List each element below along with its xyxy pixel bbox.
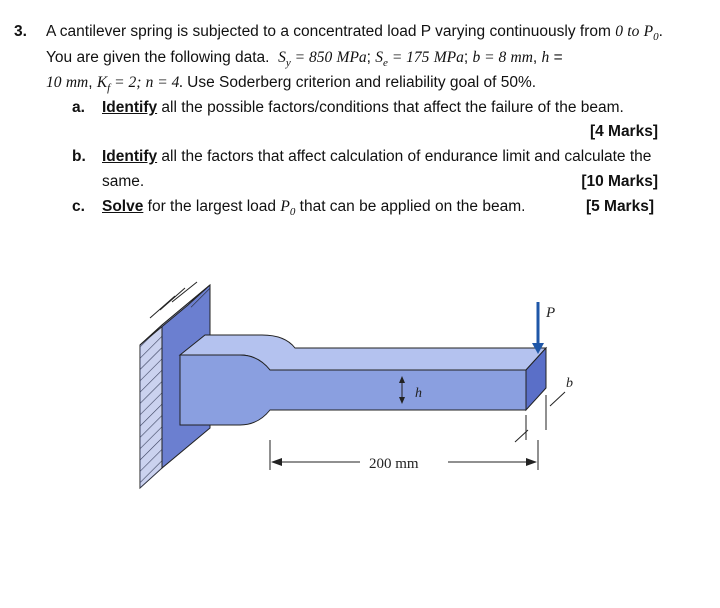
math-p: P (643, 23, 654, 40)
item-b-label: b. (72, 148, 86, 165)
criterion-text: Use Soderberg criterion and reliability goal of 50%. (187, 74, 537, 91)
sy-unit: MPa (336, 49, 367, 66)
h-symbol: h (541, 49, 550, 66)
load-arrow-icon (532, 302, 544, 354)
line-end: . (658, 23, 663, 40)
se-value: = 175 (387, 49, 430, 66)
item-c-marks: [5 Marks] (585, 198, 654, 215)
se-sub: e (383, 57, 388, 70)
load-label: P (546, 305, 556, 321)
b-value: = 8 (480, 49, 507, 66)
h-value: 10 (46, 74, 62, 91)
item-b-keyword: Identify (102, 148, 158, 165)
item-b-text: all the factors that affect calculation of endurance limit and calculate the (157, 148, 652, 165)
item-b-text-continued: same. (102, 173, 145, 190)
height-label: h (415, 386, 422, 401)
n-symbol: n (145, 74, 154, 91)
h-unit: mm (65, 74, 89, 91)
se-symbol: S (375, 49, 384, 66)
kf-sub: f (107, 82, 111, 95)
question-line-3: 10 mm, $K_f = 2$; n = 4. Use Soderberg criterion and reliability goal of 50%. (46, 74, 537, 95)
n-value: = 4. (153, 74, 188, 91)
math-to: to (627, 23, 640, 40)
question-line-2: You are given the following data. $S_y = 850$ MPa; $S_e = 175$ MPa; b = 8 mm, h = (46, 49, 563, 70)
item-a-text: all the possible factors/conditions that affect the failure of the beam. (157, 99, 624, 116)
kf-value: = 2; (110, 74, 142, 91)
item-c-symbol: P (280, 198, 290, 215)
item-a-marks: [4 Marks] (589, 123, 658, 140)
math-p-sub: 0 (653, 31, 659, 44)
item-c-keyword: Solve (102, 198, 144, 215)
item-a-keyword: Identify (102, 99, 158, 116)
item-a-label: a. (72, 99, 85, 116)
se-unit: MPa (433, 49, 464, 66)
sy-sub: y (285, 57, 291, 70)
item-c-text-end: that can be applied on the beam. (295, 198, 526, 215)
sy-value: = 850 (290, 49, 333, 66)
item-c-label: c. (72, 198, 85, 215)
b-symbol: b (472, 49, 481, 66)
question-number: 3. (14, 23, 27, 40)
question-line-1-text: A cantilever spring is subjected to a concentrated load P varying continuously from (46, 23, 611, 40)
math-zero: 0 (615, 23, 623, 40)
kf-symbol: K (96, 74, 108, 91)
sy-symbol: S (278, 49, 286, 66)
cantilever-beam (180, 335, 546, 425)
given-data-intro: You are given the following data. (46, 49, 270, 66)
length-label: 200 mm (369, 456, 419, 472)
item-b-marks: [10 Marks] (581, 173, 658, 190)
item-c-symbol-sub: 0 (289, 206, 296, 219)
b-unit: mm (510, 49, 533, 66)
item-c-text: for the largest load (143, 198, 277, 215)
width-label: b (566, 376, 573, 391)
